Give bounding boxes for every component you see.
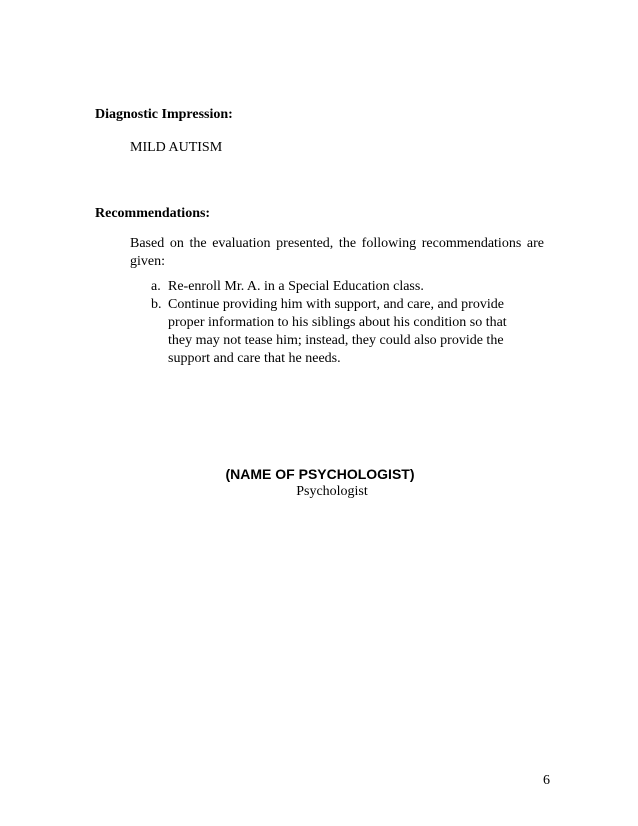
- recommendations-intro: Based on the evaluation presented, the following recommendations are given:: [130, 236, 544, 269]
- diagnostic-heading: Diagnostic Impression:: [95, 107, 233, 122]
- signature-block: [190, 465, 450, 501]
- psychologist-title: Psychologist: [296, 484, 368, 499]
- list-item-text: Continue providing him with support, and care, and provide proper information to his siblings about his condition so that they may not tease him; instead, they could also provide the support and care that he needs.: [168, 297, 507, 366]
- list-item-text: Re-enroll Mr. A. in a Special Education class.: [168, 279, 424, 294]
- psychologist-name: (NAME OF PSYCHOLOGIST): [225, 466, 415, 482]
- list-marker: b.: [151, 297, 162, 312]
- list-marker: a.: [151, 279, 161, 294]
- page-number: 6: [543, 773, 550, 788]
- recommendations-heading: Recommendations:: [95, 206, 211, 221]
- list-item: [151, 296, 521, 368]
- recommendations-list: [151, 278, 521, 368]
- diagnostic-value: MILD AUTISM: [130, 140, 223, 155]
- list-item: [151, 278, 521, 296]
